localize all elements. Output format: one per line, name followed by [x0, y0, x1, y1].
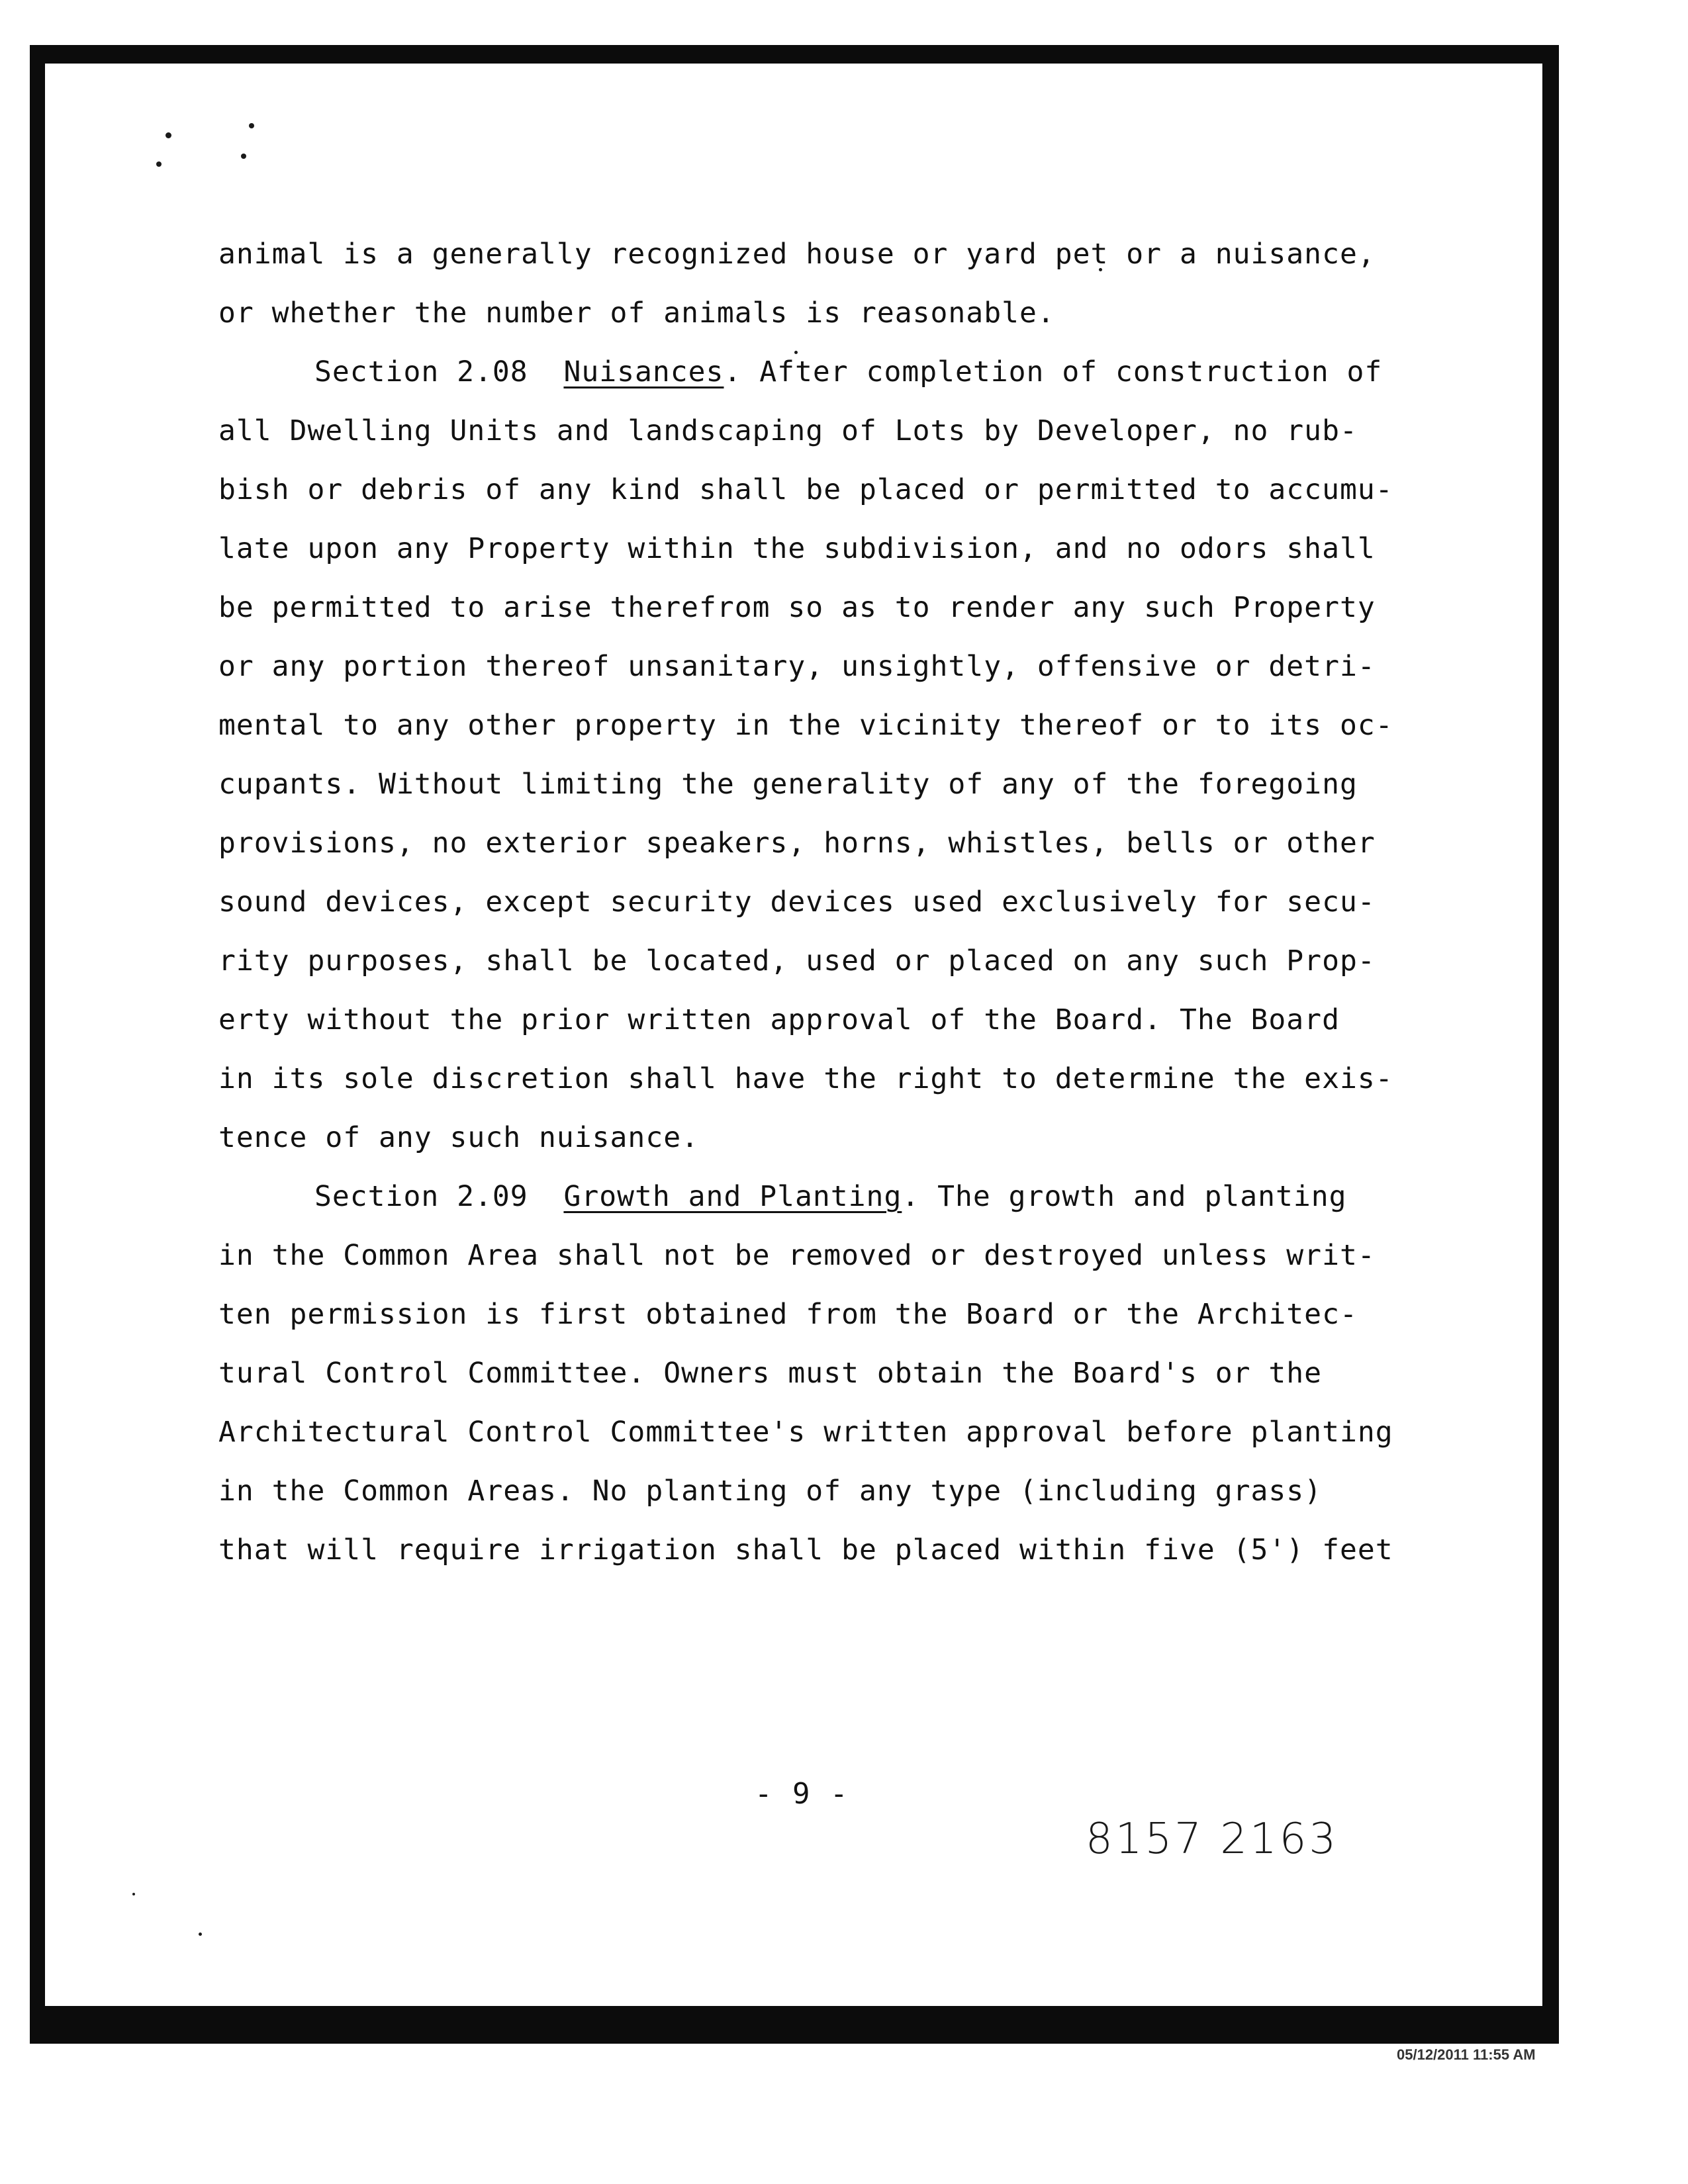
text-line: that will require irrigation shall be placed within five (5') feet	[218, 1533, 1393, 1567]
text-line: in the Common Area shall not be removed or destroyed unless writ-	[218, 1239, 1376, 1272]
text-line: or whether the number of animals is reasonable.	[218, 296, 1055, 330]
text-line: cupants. Without limiting the generality of any of the foregoing	[218, 768, 1358, 801]
scan-speck	[241, 154, 246, 159]
section-text: . The growth and planting	[902, 1180, 1347, 1213]
text-line: sound devices, except security devices used exclusively for secu-	[218, 886, 1376, 919]
text-line: Architectural Control Committee's written approval before planting	[218, 1416, 1393, 1449]
text-line: or any portion thereof unsanitary, unsightly, offensive or detri-	[218, 650, 1376, 683]
section-number: Section 2.08	[314, 355, 528, 388]
text-line: all Dwelling Units and landscaping of Lots by Developer, no rub-	[218, 414, 1358, 447]
scan-speck	[132, 1893, 135, 1895]
text-line: late upon any Property within the subdivision, and no odors shall	[218, 532, 1376, 565]
text-line: erty without the prior written approval of the Board. The Board	[218, 1003, 1340, 1036]
text-line: in the Common Areas. No planting of any type (including grass)	[218, 1475, 1323, 1508]
scan-speck	[165, 132, 171, 138]
page-number: - 9 -	[755, 1777, 849, 1811]
record-number: 8157 2163	[1086, 1815, 1339, 1864]
text-line: rity purposes, shall be located, used or placed on any such Prop-	[218, 944, 1376, 978]
section-heading-growth-and-planting: Growth and Planting	[563, 1180, 902, 1213]
scan-speck	[199, 1933, 202, 1936]
text-line: tural Control Committee. Owners must obtain the Board's or the	[218, 1357, 1323, 1390]
text-line: be permitted to arise therefrom so as to render any such Property	[218, 591, 1376, 624]
section-2-09-first-line	[218, 1167, 1450, 1226]
text-line: ten permission is first obtained from the Board or the Architec-	[218, 1298, 1358, 1331]
section-2-08-first-line	[218, 343, 1450, 402]
section-heading-nuisances: Nuisances	[563, 355, 724, 388]
scan-speck	[156, 161, 162, 167]
text-line: in its sole discretion shall have the right to determine the exis-	[218, 1062, 1393, 1095]
text-line: mental to any other property in the vicinity thereof or to its oc-	[218, 709, 1393, 742]
scan-speck	[249, 123, 254, 128]
text-line: bish or debris of any kind shall be placed or permitted to accumu-	[218, 473, 1393, 506]
body-text	[218, 225, 1450, 1580]
text-line: tence of any such nuisance.	[218, 1121, 699, 1154]
text-line: animal is a generally recognized house or yard pet or a nuisance,	[218, 238, 1376, 271]
scan-timestamp: 05/12/2011 11:55 AM	[1397, 2046, 1536, 2063]
text-line: provisions, no exterior speakers, horns, whistles, bells or other	[218, 827, 1376, 860]
section-text: . After completion of construction of	[724, 355, 1383, 388]
section-number: Section 2.09	[314, 1180, 528, 1213]
